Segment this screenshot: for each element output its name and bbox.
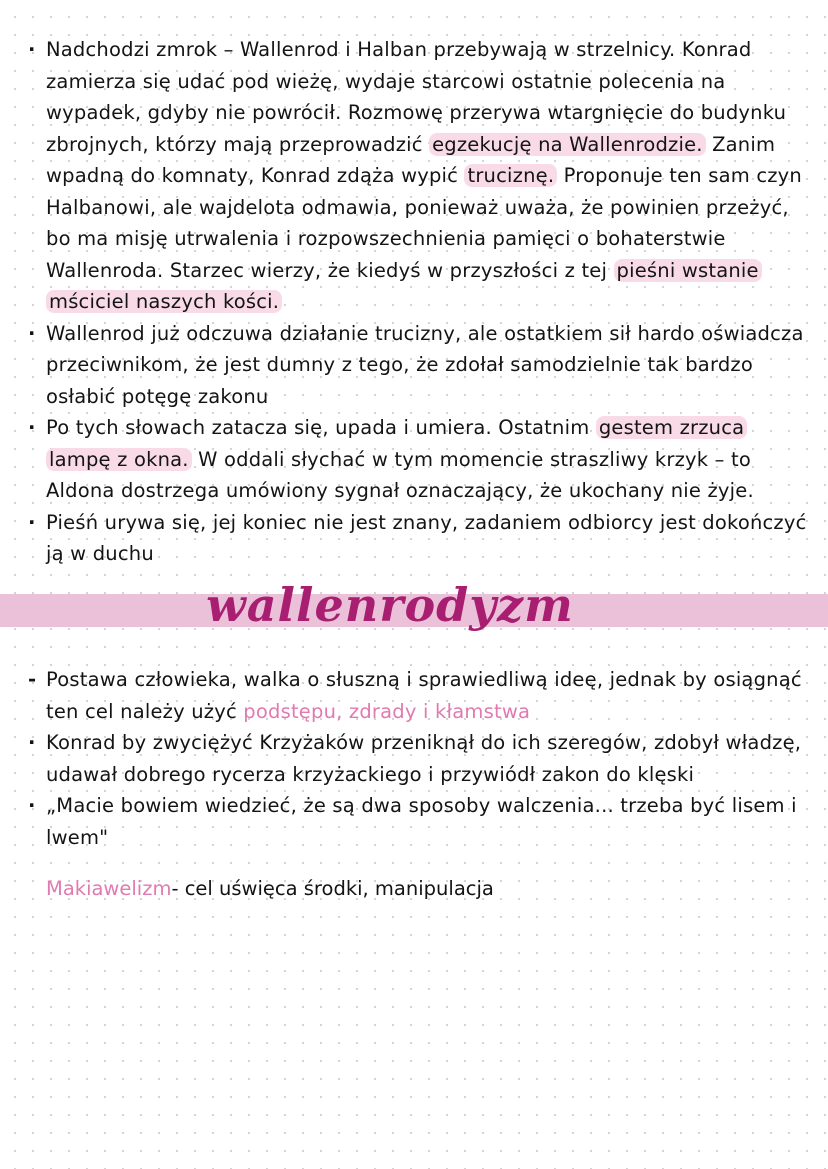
list-item [28, 507, 808, 570]
text-segment: Postawa człowieka, walka o słuszną i sprawiedliwą ideę, jednak by osiągnąć ten cel należy użyć [46, 668, 802, 723]
text-segment: Proponuje ten sam czyn Halbanowi, ale wajdelota odmawia, ponieważ uważa, że powinien przeżyć, bo ma misję utrwalenia i rozpowszechnienia pamięci o bohaterstwie Wallenroda. Starzec wierzy, że kiedyś w przyszłości z tej [46, 164, 802, 282]
section-heading: wallenrodyzm [206, 578, 574, 632]
bullet-dot: · [28, 321, 36, 345]
bullet-dot: · [28, 731, 36, 754]
list-item [28, 727, 808, 790]
quote-text: „Macie bowiem wiedzieć, że są dwa sposoby walczenia... trzeba być lisem i lwem" [46, 794, 797, 849]
text-segment: Nadchodzi zmrok – Wallenrod i Halban przebywają w strzelnicy. Konrad zamierza się udać pod wieżę, wydaje starcowi ostatnie polecenia na wypadek, gdyby nie powrócił. Rozmowę przerywa wtargnięcie do budynku zbrojnych, którzy mają przeprowadzić [46, 38, 787, 156]
section-plot-summary [28, 34, 808, 570]
bullet-dot: · [28, 794, 36, 817]
list-item [28, 790, 808, 853]
bullet-dash: - [28, 668, 37, 691]
list-item [28, 34, 808, 318]
definition-text: - cel uświęca środki, manipulacja [171, 876, 494, 900]
list-item [28, 664, 808, 727]
definition-term: Makiawelizm [46, 876, 172, 900]
list-item [28, 318, 808, 413]
highlighted-phrase: gestem zrzuca lampę z okna. [46, 416, 747, 471]
highlighted-phrase: truciznę. [464, 164, 557, 187]
highlighted-phrase: pieśni wstanie mściciel naszych kości. [46, 259, 762, 314]
list-item [28, 412, 808, 507]
text-segment: Zanim wpadną do komnaty, Konrad zdąża wypić [46, 132, 776, 187]
definition-line [28, 873, 808, 905]
bullet-dot: · [28, 38, 36, 61]
text-segment: Wallenrod już odczuwa działanie trucizny, ale ostatkiem sił hardo oświadcza przeciwnikom, że jest dumny z tego, że zdołał samodzielnie tak bardzo osłabić potęgę zakonu [46, 321, 804, 408]
bullet-dot: · [28, 510, 36, 534]
pink-phrase: podstępu, zdrady i kłamstwa [243, 699, 531, 723]
text-segment: W oddali słychać w tym momencie straszliwy krzyk – to Aldona dostrzega umówiony sygnał oznaczający, że ukochany nie żyje. [46, 447, 754, 502]
bullet-dot: · [28, 416, 36, 439]
highlighted-phrase: egzekucję na Wallenrodzie. [429, 133, 706, 156]
section-definition [28, 664, 808, 924]
text-segment: Konrad by zwyciężyć Krzyżaków przeniknął do ich szeregów, zdobył władzę, udawał dobrego rycerza krzyżackiego i przywiódł zakon do klęski [46, 731, 802, 786]
text-segment: Po tych słowach zatacza się, upada i umiera. Ostatnim [46, 416, 596, 439]
text-segment: Pieśń urywa się, jej koniec nie jest znany, zadaniem odbiorcy jest dokończyć ją w duchu [46, 510, 807, 565]
